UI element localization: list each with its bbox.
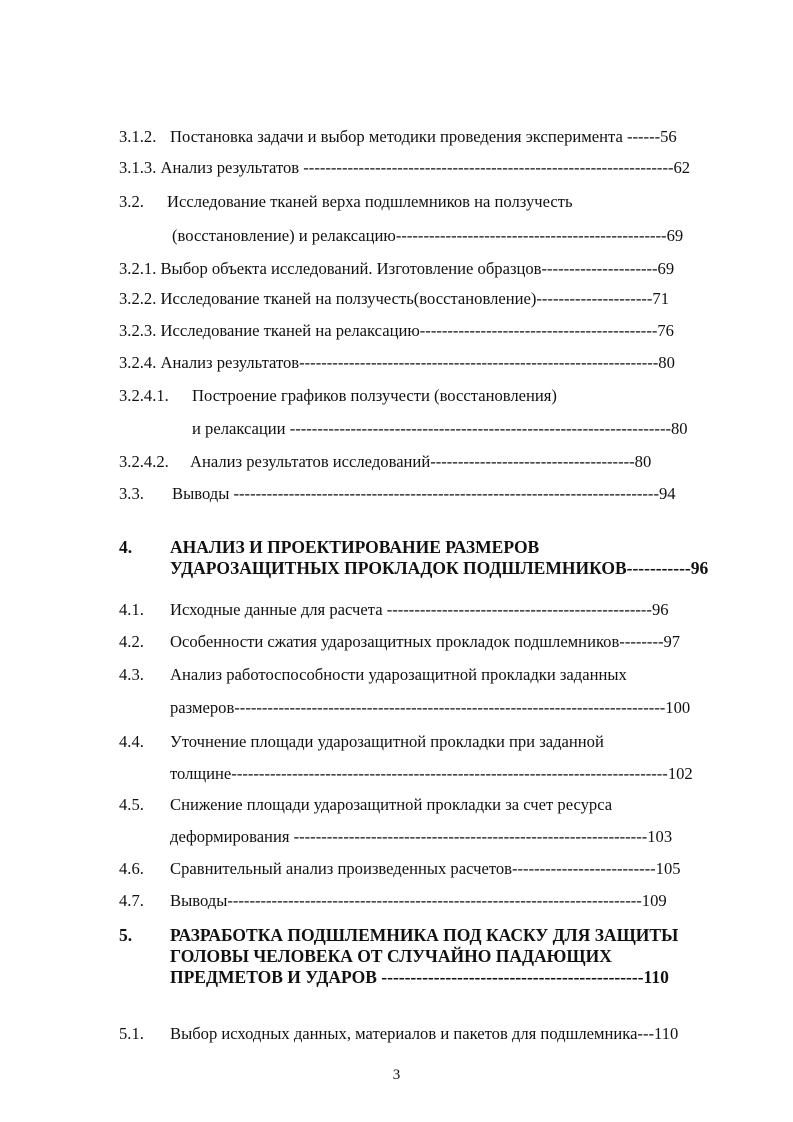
- toc-entry: и релаксации ---------------------------------------------------------------------80: [192, 419, 688, 438]
- toc-entry: Выбор исходных данных, материалов и пакетов для подшлемника---110: [170, 1024, 679, 1043]
- toc-entry: толщине-------------------------------------------------------------------------------102: [170, 764, 693, 783]
- toc-entry: Построение графиков ползучести (восстановления): [192, 386, 557, 405]
- toc-entry: деформирования ----------------------------------------------------------------103: [170, 827, 673, 846]
- toc-entry: 3.2.4. Анализ результатов-----------------------------------------------------------------80: [119, 353, 675, 372]
- toc-entry: Исходные данные для расчета ------------------------------------------------96: [170, 600, 669, 619]
- toc-entry: (восстановление) и релаксацию-------------------------------------------------69: [172, 226, 684, 245]
- toc-entry: 3.2.2. Исследование тканей на ползучесть(восстановление)---------------------71: [119, 289, 669, 308]
- toc-num: 5.1.: [119, 1024, 144, 1043]
- toc-entry: Снижение площади ударозащитной прокладки за счет ресурса: [170, 795, 613, 814]
- toc-num: 4.7.: [119, 891, 144, 910]
- section-heading: ПРЕДМЕТОВ И УДАРОВ ---------------------------------------------110: [170, 967, 669, 987]
- section-number: 4.: [119, 537, 133, 557]
- toc-entry: Уточнение площади ударозащитной прокладки при заданной: [170, 732, 604, 751]
- toc-num: 3.1.2.: [119, 127, 157, 146]
- toc-num: 4.1.: [119, 600, 144, 619]
- toc-entry: Анализ результатов исследований-------------------------------------80: [190, 452, 652, 471]
- section-number: 5.: [119, 925, 133, 945]
- toc-num: 3.2.4.1.: [119, 386, 169, 405]
- toc-num: 3.2.: [119, 192, 144, 211]
- toc-entry: Сравнительный анализ произведенных расчетов--------------------------105: [170, 859, 681, 878]
- section-heading: АНАЛИЗ И ПРОЕКТИРОВАНИЕ РАЗМЕРОВ: [170, 537, 540, 557]
- toc-num: 4.5.: [119, 795, 144, 814]
- toc-entry: Анализ работоспособности ударозащитной прокладки заданных: [170, 665, 627, 684]
- section-heading: РАЗРАБОТКА ПОДШЛЕМНИКА ПОД КАСКУ ДЛЯ ЗАЩИТЫ: [170, 925, 679, 945]
- toc-entry: Особенности сжатия ударозащитных прокладок подшлемников--------97: [170, 632, 681, 651]
- toc-entry: Исследование тканей верха подшлемников на ползучесть: [167, 192, 573, 211]
- section-heading: УДАРОЗАЩИТНЫХ ПРОКЛАДОК ПОДШЛЕМНИКОВ-----------96: [170, 558, 709, 578]
- toc-entry: 3.2.1. Выбор объекта исследований. Изготовление образцов---------------------69: [119, 259, 675, 278]
- toc-num: 4.3.: [119, 665, 144, 684]
- toc-entry: размеров------------------------------------------------------------------------------100: [170, 698, 691, 717]
- toc-num: 3.3.: [119, 484, 144, 503]
- toc-entry: Постановка задачи и выбор методики проведения эксперимента ------56: [170, 127, 677, 146]
- toc-entry: 3.1.3. Анализ результатов -------------------------------------------------------------------62: [119, 158, 691, 177]
- toc-entry: 3.2.3. Исследование тканей на релаксацию-------------------------------------------76: [119, 321, 674, 340]
- toc-num: 4.4.: [119, 732, 144, 751]
- page-number: 3: [392, 1067, 401, 1083]
- toc-entry: Выводы -----------------------------------------------------------------------------94: [172, 484, 676, 503]
- section-heading: ГОЛОВЫ ЧЕЛОВЕКА ОТ СЛУЧАЙНО ПАДАЮЩИХ: [170, 946, 612, 966]
- toc-num: 3.2.4.2.: [119, 452, 169, 471]
- toc-entry: Выводы---------------------------------------------------------------------------109: [170, 891, 667, 910]
- toc-num: 4.2.: [119, 632, 144, 651]
- toc-num: 4.6.: [119, 859, 144, 878]
